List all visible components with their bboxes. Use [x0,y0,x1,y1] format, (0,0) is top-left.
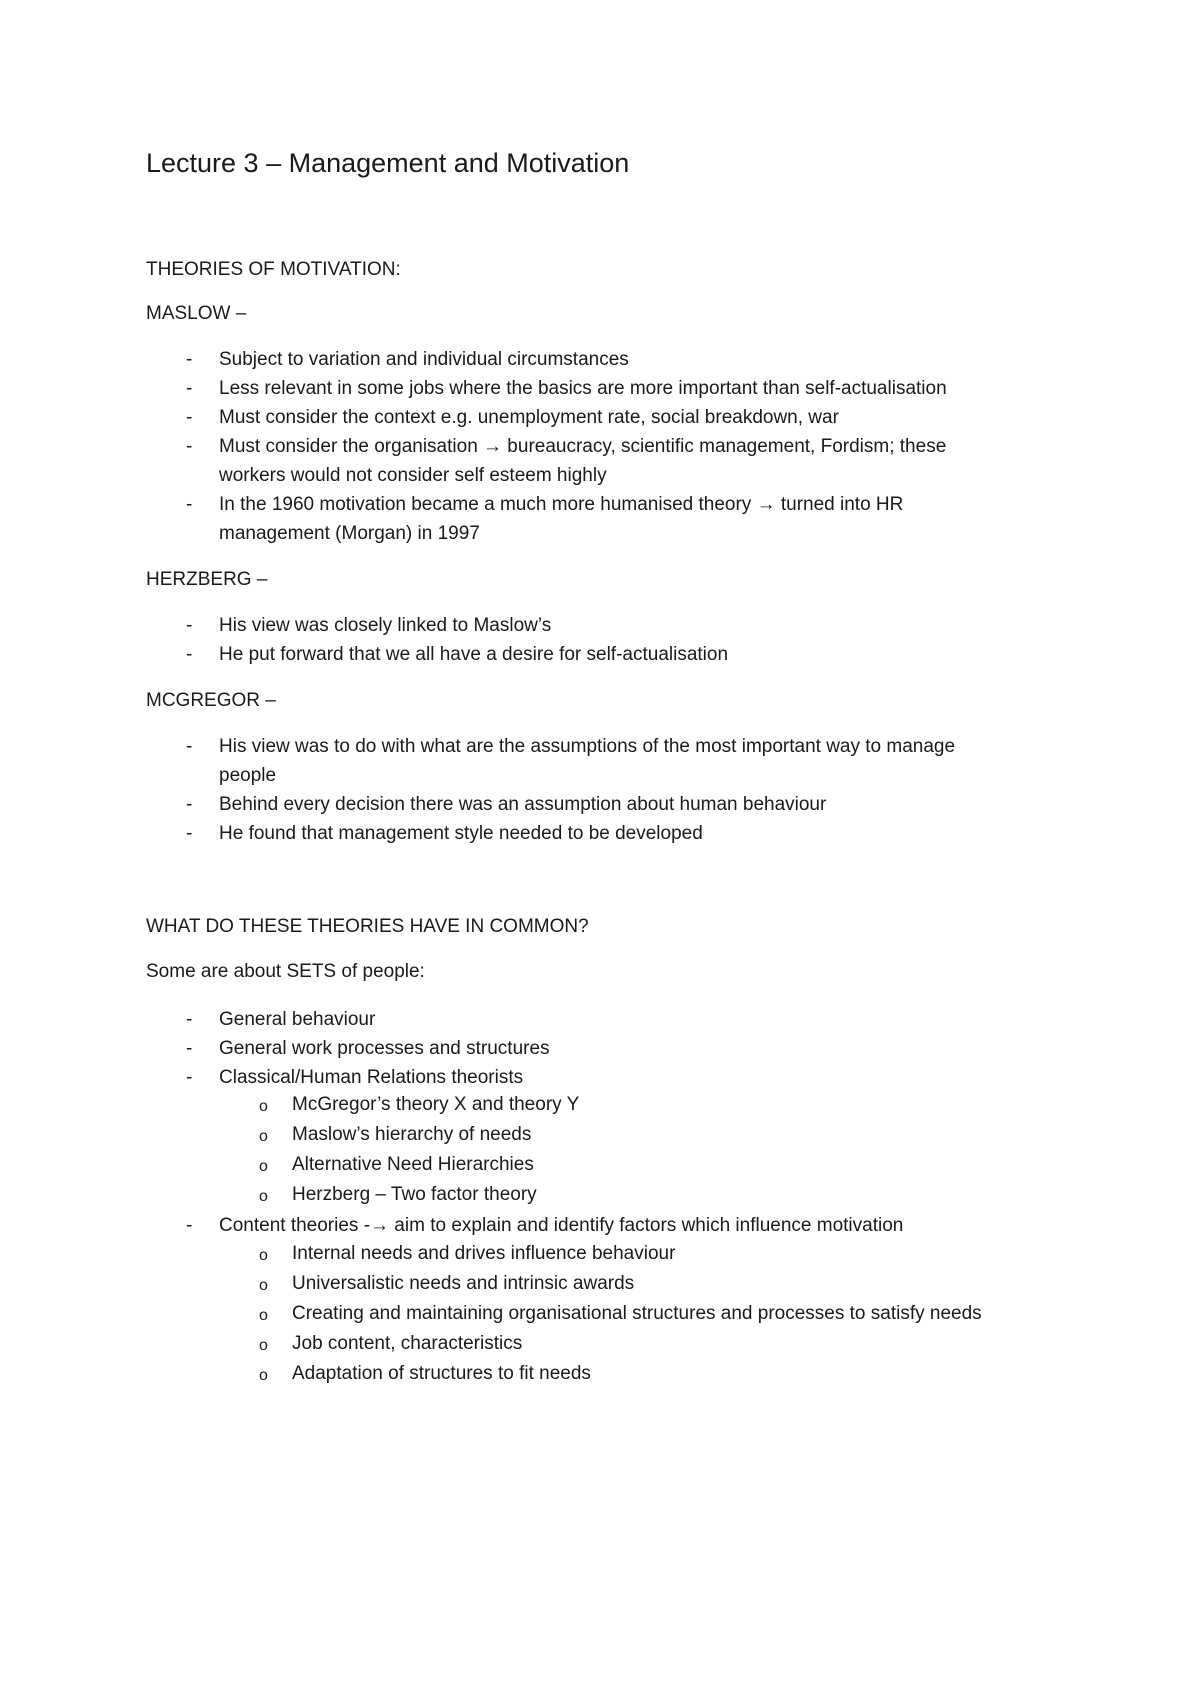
sub-list-bullet: o [259,1128,268,1145]
sub-list-item: Herzberg – Two factor theory [292,1184,537,1205]
sub-list-bullet: o [259,1247,268,1264]
list-bullet: - [186,736,193,757]
mcgregor-heading: MCGREGOR – [146,690,276,711]
list-item: His view was to do with what are the assumptions of the most important way to manage [219,736,956,757]
list-item: General work processes and structures [219,1038,550,1059]
common-intro: Some are about SETS of people: [146,961,425,982]
list-item: Must consider the context e.g. unemployment rate, social breakdown, war [219,407,839,428]
sub-list-item: Alternative Need Hierarchies [292,1154,534,1175]
sub-list-bullet: o [259,1098,268,1115]
list-item: He put forward that we all have a desire for self-actualisation [219,644,729,665]
sub-list-bullet: o [259,1307,268,1324]
list-item: General behaviour [219,1009,376,1030]
list-item: Behind every decision there was an assumption about human behaviour [219,794,827,815]
list-bullet: - [186,644,193,665]
herzberg-heading: HERZBERG – [146,569,268,590]
list-bullet: - [186,823,193,844]
sub-list-item: Maslow’s hierarchy of needs [292,1124,532,1145]
list-item-continuation: people [219,765,277,786]
list-item: Content theories -→ aim to explain and identify factors which influence motivation [219,1215,904,1236]
sub-list-item: McGregor’s theory X and theory Y [292,1094,580,1115]
sub-list-bullet: o [259,1337,268,1354]
list-item: Less relevant in some jobs where the basics are more important than self-actualisation [219,378,947,399]
list-item: Must consider the organisation → bureaucracy, scientific management, Fordism; these [219,436,947,457]
list-item-continuation: management (Morgan) in 1997 [219,523,480,544]
sub-list-item: Job content, characteristics [292,1333,523,1354]
sub-list-item: Adaptation of structures to fit needs [292,1363,591,1384]
list-bullet: - [186,349,193,370]
sub-list-bullet: o [259,1277,268,1294]
sub-list-bullet: o [259,1158,268,1175]
list-item: Classical/Human Relations theorists [219,1067,524,1088]
list-item: His view was closely linked to Maslow’s [219,615,552,636]
sub-list-item: Creating and maintaining organisational structures and processes to satisfy needs [292,1303,982,1324]
sub-list-bullet: o [259,1188,268,1205]
document-title: Lecture 3 – Management and Motivation [146,148,630,178]
list-bullet: - [186,1215,193,1236]
sub-list-item: Universalistic needs and intrinsic awards [292,1273,635,1294]
list-bullet: - [186,378,193,399]
list-bullet: - [186,436,193,457]
list-bullet: - [186,494,193,515]
list-item: Subject to variation and individual circumstances [219,349,629,370]
list-bullet: - [186,615,193,636]
list-item-continuation: workers would not consider self esteem highly [219,465,607,486]
list-bullet: - [186,1009,193,1030]
list-bullet: - [186,1067,193,1088]
theories-heading: THEORIES OF MOTIVATION: [146,259,401,280]
maslow-heading: MASLOW – [146,303,247,324]
list-bullet: - [186,1038,193,1059]
sub-list-item: Internal needs and drives influence behaviour [292,1243,676,1264]
list-item: In the 1960 motivation became a much more humanised theory → turned into HR [219,494,904,515]
list-bullet: - [186,407,193,428]
list-bullet: - [186,794,193,815]
common-heading: WHAT DO THESE THEORIES HAVE IN COMMON? [146,916,589,937]
sub-list-bullet: o [259,1367,268,1384]
list-item: He found that management style needed to be developed [219,823,703,844]
